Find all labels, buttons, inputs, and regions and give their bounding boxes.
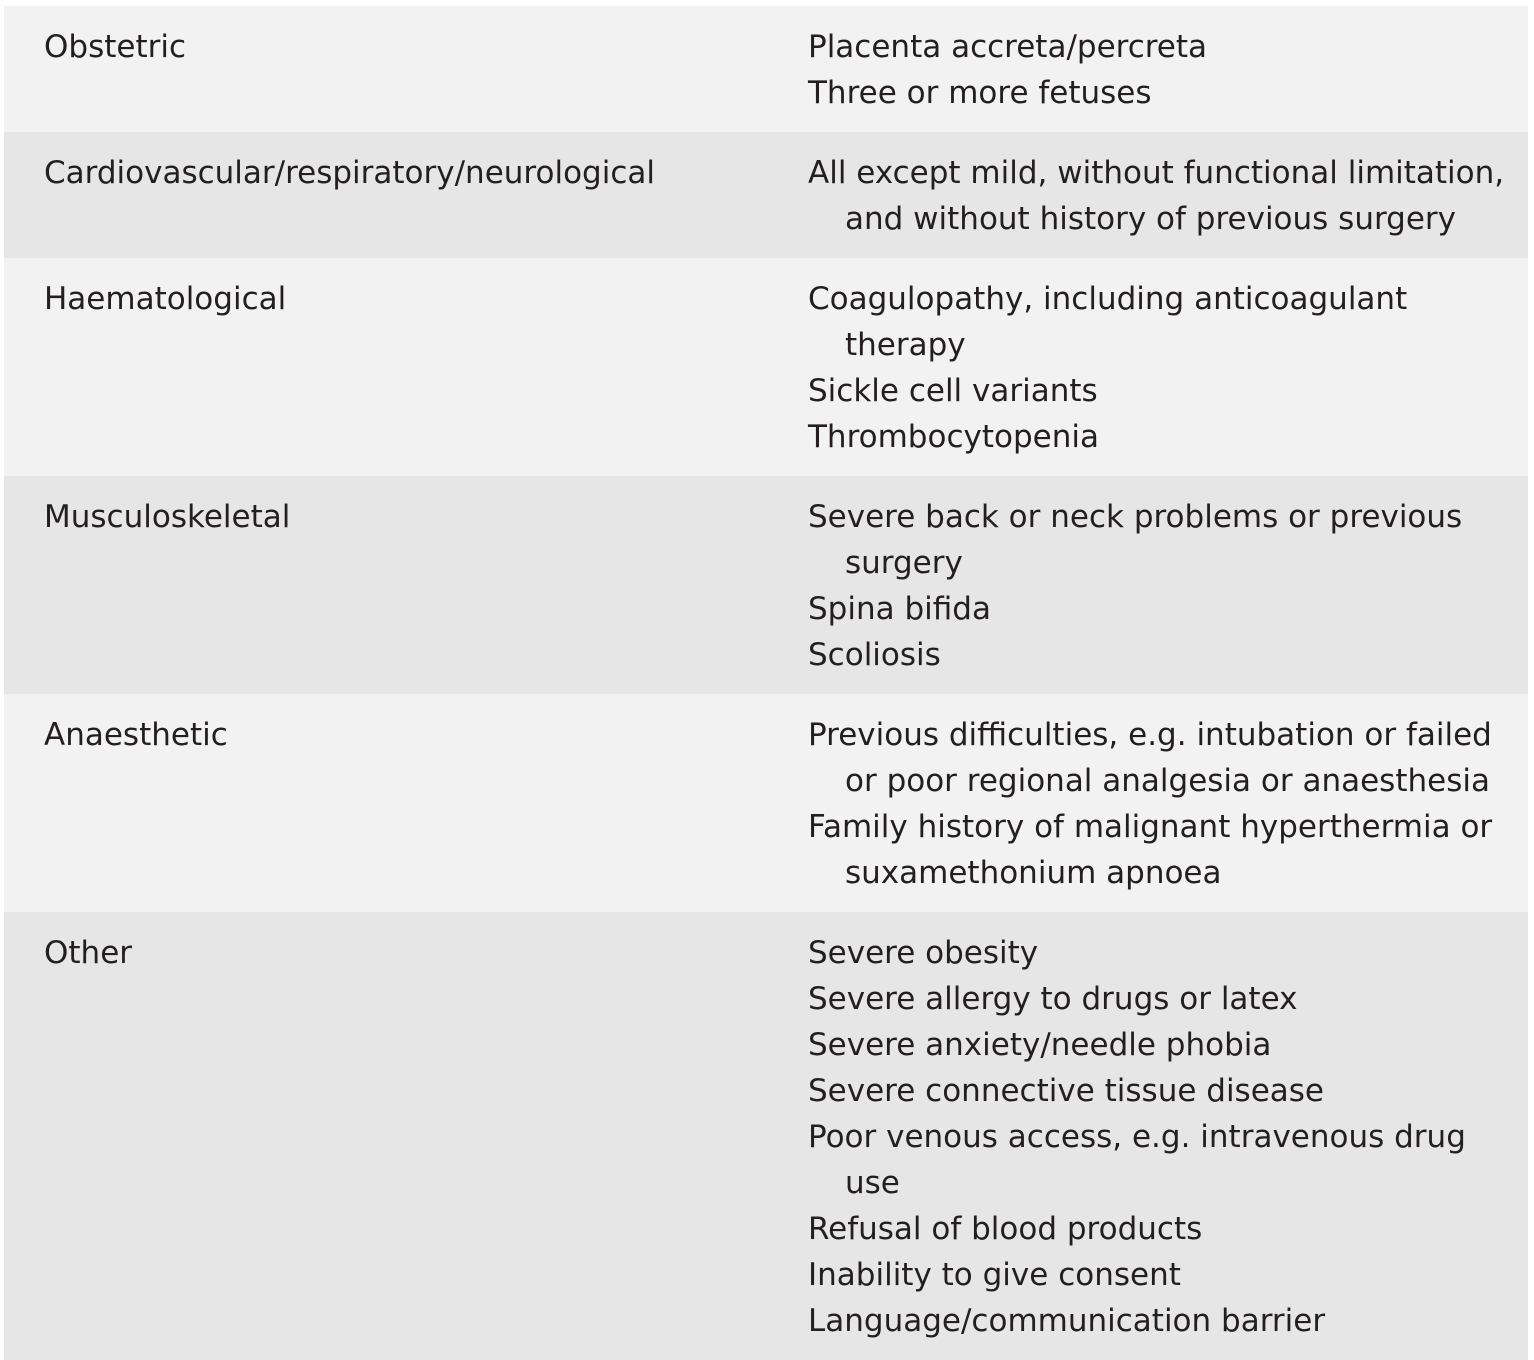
list-item: Severe back or neck problems or previous surgery (808, 499, 1463, 581)
list-item: Placenta accreta/percreta (808, 29, 1208, 65)
table-row-obstetric (4, 6, 1528, 132)
item-list (808, 494, 1508, 678)
table-row-other (4, 912, 1528, 1360)
table-row-haematological (4, 258, 1528, 476)
list-item: Thrombocytopenia (808, 419, 1099, 455)
list-item: Scoliosis (808, 637, 941, 673)
table-row-cardiovascular (4, 132, 1528, 258)
table-row-musculoskeletal (4, 476, 1528, 694)
list-item: Poor venous access, e.g. intravenous drug use (808, 1119, 1466, 1201)
list-item: Family history of malignant hyperthermia or suxamethonium apnoea (808, 809, 1493, 891)
category-label: Other (44, 935, 133, 971)
list-item: Three or more fetuses (808, 75, 1152, 111)
item-list (808, 276, 1508, 460)
risk-factors-table (4, 6, 1528, 1360)
item-list (808, 150, 1508, 242)
item-list (808, 712, 1508, 896)
category-label: Anaesthetic (44, 717, 228, 753)
list-item: Inability to give consent (808, 1257, 1181, 1293)
category-label: Cardiovascular/respiratory/neurological (44, 155, 655, 191)
table-row-anaesthetic (4, 694, 1528, 912)
list-item: Severe allergy to drugs or latex (808, 981, 1298, 1017)
category-label: Haematological (44, 281, 287, 317)
list-item: Severe obesity (808, 935, 1039, 971)
item-list (808, 930, 1508, 1344)
list-item: Previous difficulties, e.g. intubation or failed or poor regional analgesia or anaesthesia (808, 717, 1492, 799)
list-item: All except mild, without functional limitation, and without history of previous surgery (808, 155, 1505, 237)
item-list (808, 24, 1508, 116)
list-item: Severe connective tissue disease (808, 1073, 1324, 1109)
category-label: Obstetric (44, 29, 187, 65)
list-item: Coagulopathy, including anticoagulant therapy (808, 281, 1408, 363)
list-item: Severe anxiety/needle phobia (808, 1027, 1272, 1063)
list-item: Spina bifida (808, 591, 991, 627)
category-label: Musculoskeletal (44, 499, 291, 535)
list-item: Sickle cell variants (808, 373, 1098, 409)
list-item: Language/communication barrier (808, 1303, 1326, 1339)
list-item: Refusal of blood products (808, 1211, 1203, 1247)
